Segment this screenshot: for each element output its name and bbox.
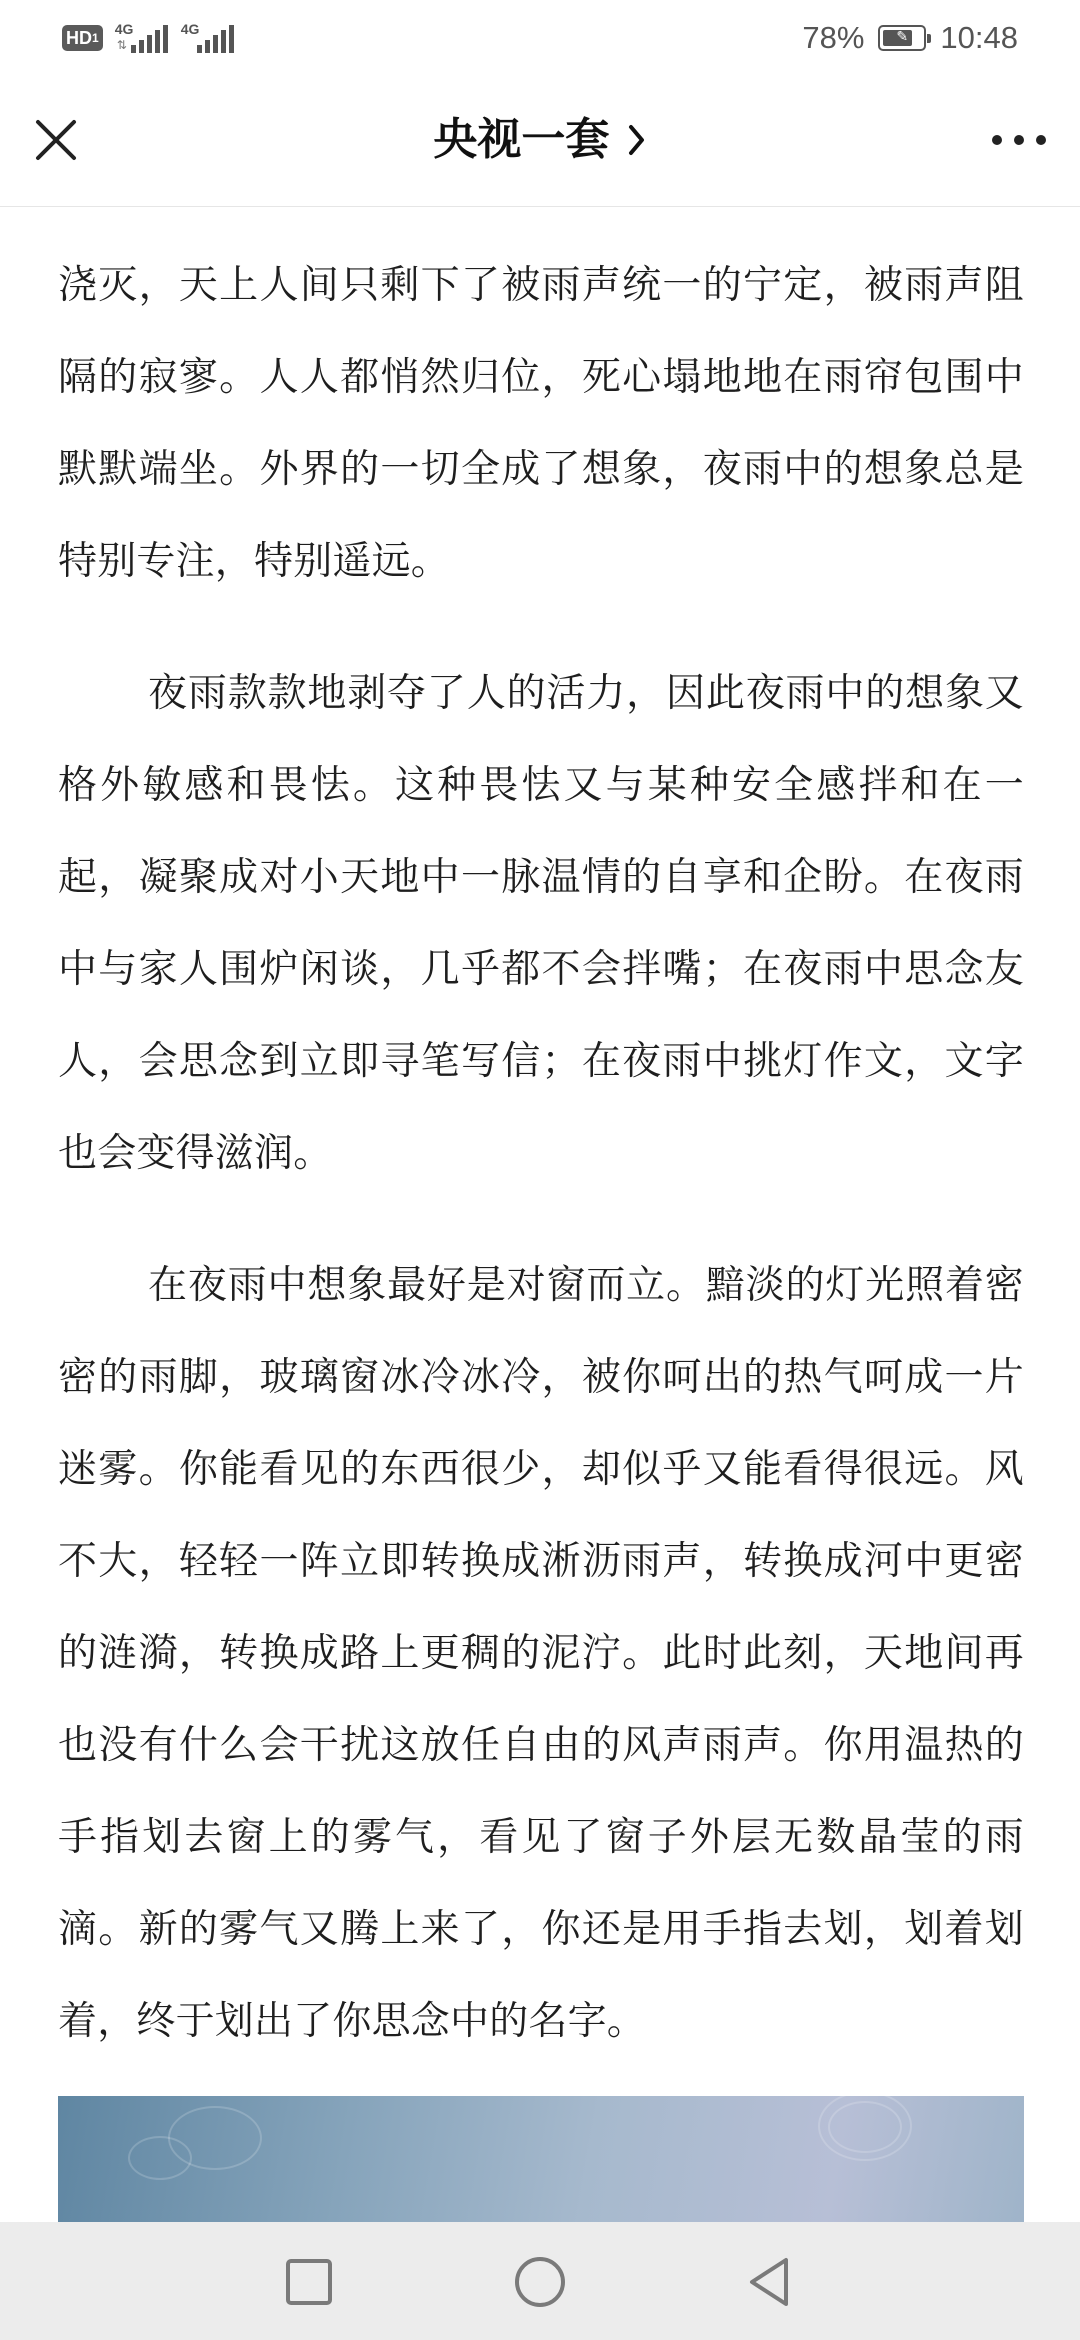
recent-apps-button[interactable] [279,2252,339,2312]
status-right-group [802,18,1018,58]
home-button[interactable] [510,2252,570,2312]
battery-icon: ✎ [878,25,926,51]
article-body [58,206,1024,2068]
network-type-label: 4G [114,21,134,37]
page-title: 央视一套 [433,114,610,165]
article-paragraph: 夜雨款款地剥夺了人的活力，因此夜雨中的想象又格外敏感和畏怯。这种畏怯又与某种安全感拌和在一起，凝聚成对小天地中一脉温情的自享和企盼。在夜雨中与家人围炉闲谈，几乎都不会拌嘴；在夜雨中思念友人，会思念到立即寻笔写信；在夜雨中挑灯作文，文字也会变得滋润。 [58,671,1024,1176]
network-type-label-2: 4G [180,21,200,37]
status-bar [0,0,1080,72]
hd-voice-badge: HD1 [62,25,103,51]
chevron-right-icon [625,110,647,170]
square-recent-apps-icon [279,2252,339,2312]
more-dots-icon [986,112,1052,168]
clock: 10:48 [940,20,1018,55]
account-title-link[interactable] [0,110,1080,170]
status-left-group [62,20,235,56]
more-options-button[interactable] [986,112,1052,168]
system-nav-bar [0,2222,1080,2340]
triangle-back-icon [740,2252,800,2312]
signal-icon-2 [181,21,235,55]
article-paragraph: 浇灭，天上人间只剩下了被雨声统一的宁定，被雨声阻隔的寂寥。人人都悄然归位，死心塌地地在雨帘包围中默默端坐。外界的一切全成了想象，夜雨中的想象总是特别专注，特别遥远。 [58,263,1024,584]
signal-icon: 4G ⇅ [115,21,169,55]
circle-home-icon [510,2252,570,2312]
battery-percent: 78% [802,20,865,55]
article-paragraph: 在夜雨中想象最好是对窗而立。黯淡的灯光照着密密的雨脚，玻璃窗冰冷冰冷，被你呵出的热气呵成一片迷雾。你能看见的东西很少，却似乎又能看得很远。风不大，轻轻一阵立即转换成淅沥雨声，转换成河中更密的涟漪，转换成路上更稠的泥泞。此时此刻，天地间再也没有什么会干扰这放任自由的风声雨声。你用温热的手指划去窗上的雾气，看见了窗子外层无数晶莹的雨滴。新的雾气又腾上来了，你还是用手指去划，划着划着，终于划出了你思念中的名字。 [58,1263,1024,2044]
back-button[interactable] [740,2252,800,2312]
article-image[interactable] [58,2096,1024,2222]
top-nav-bar [0,72,1080,207]
